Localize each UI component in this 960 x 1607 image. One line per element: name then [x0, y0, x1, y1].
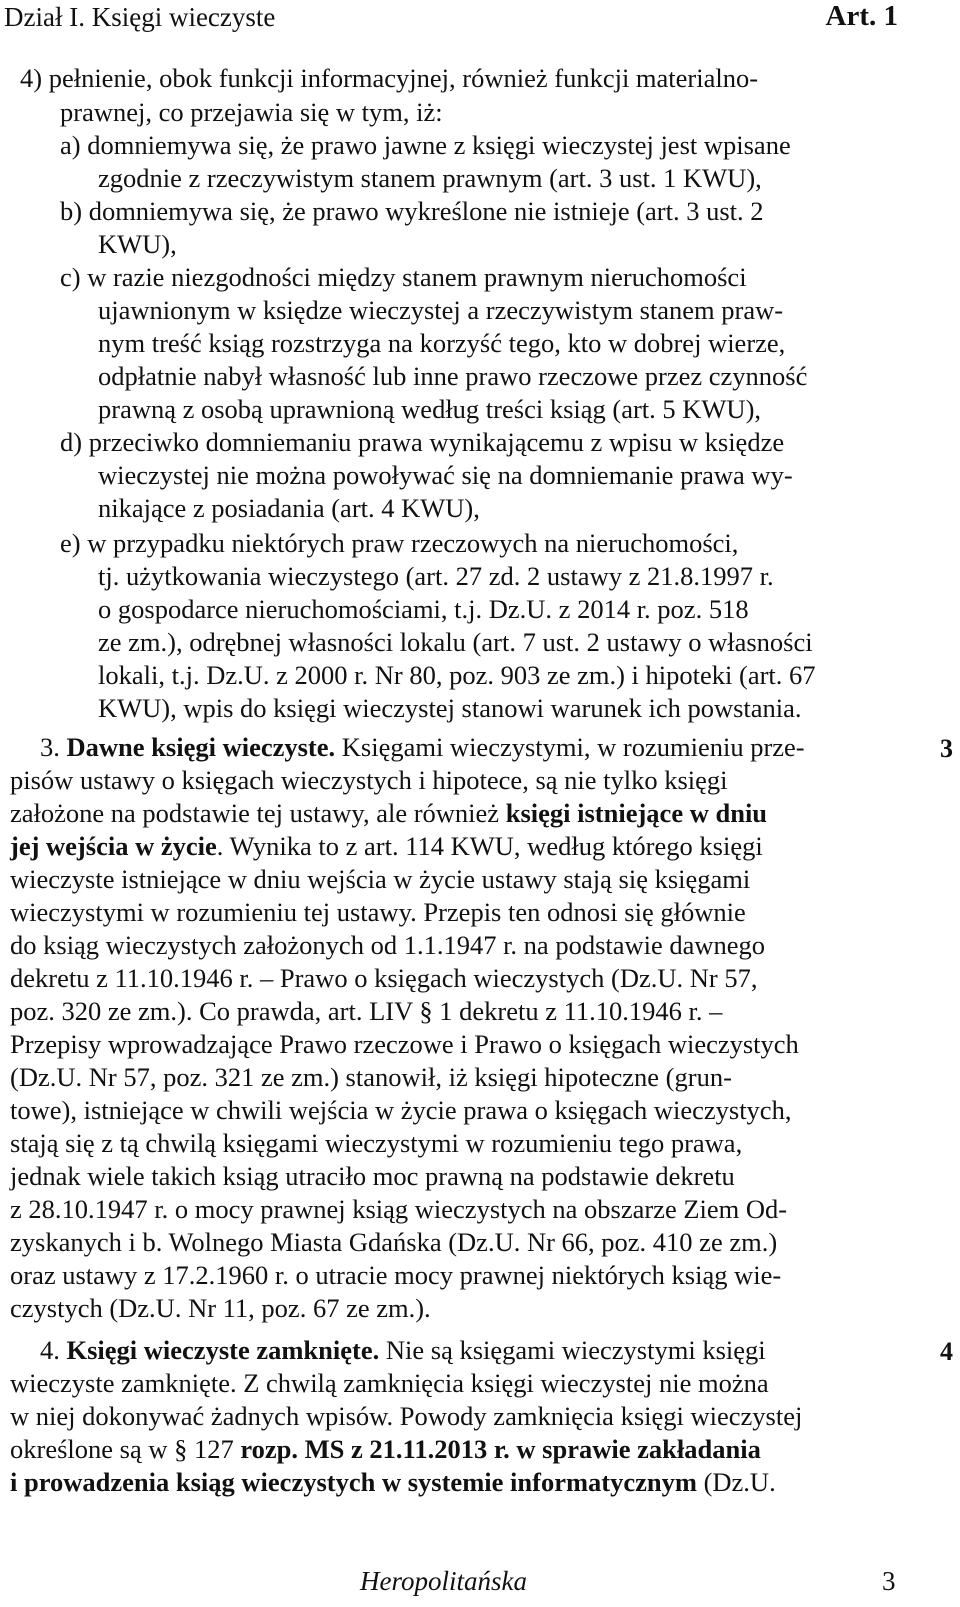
- para4-text: Nie są księgami wieczystymi księgi: [379, 1335, 766, 1365]
- para4-citation: rozp. MS z 21.11.2013 r.: [240, 1434, 510, 1464]
- para3-emphasis: jej wejścia w życie: [10, 831, 217, 861]
- para3-line: Przepisy wprowadzające Prawo rzeczowe i Prawo o księgach wieczystych: [10, 1029, 799, 1059]
- running-header-section: Dział I. Księgi wieczyste: [4, 2, 276, 32]
- item4-line: prawną z osobą uprawnioną według treści ksiąg (art. 5 KWU),: [98, 394, 762, 424]
- para3-text: . Wynika to z art. 114 KWU, według którego księgi: [216, 831, 763, 861]
- para3-line: do ksiąg wieczystych założonych od 1.1.1947 r. na podstawie dawnego: [10, 930, 766, 960]
- item4-line: e) w przypadku niektórych praw rzeczowych na nieruchomości,: [60, 528, 739, 558]
- footer-title: Heropolitańska: [360, 1566, 527, 1596]
- para3-line: z 28.10.1947 r. o mocy prawnej ksiąg wieczystych na obszarze Ziem Od-: [10, 1194, 788, 1224]
- item4-line: b) domniemywa się, że prawo wykreślone nie istnieje (art. 3 ust. 2: [60, 196, 764, 226]
- item4-line: lokali, t.j. Dz.U. z 2000 r. Nr 80, poz. 903 ze zm.) i hipoteki (art. 67: [98, 660, 816, 690]
- para4-first-line: [40, 1334, 766, 1367]
- page-number: 3: [882, 1566, 896, 1596]
- item4-line: o gospodarce nieruchomościami, t.j. Dz.U. z 2014 r. poz. 518: [98, 594, 749, 624]
- item4-line: a) domniemywa się, że prawo jawne z księgi wieczystej jest wpisane: [60, 130, 791, 160]
- running-header-article: Art. 1: [825, 0, 898, 32]
- para4-text: określone są w § 127: [10, 1434, 241, 1464]
- para3-line: jednak wiele takich ksiąg utraciło moc prawną na podstawie dekretu: [10, 1161, 735, 1191]
- item4-line: zgodnie z rzeczywistym stanem prawnym (art. 3 ust. 1 KWU),: [98, 163, 762, 193]
- para3-line: towe), istniejące w chwili wejścia w życie prawa o księgach wieczystych,: [10, 1095, 792, 1125]
- para3-emphasis: księgi istniejące w dniu: [505, 798, 768, 828]
- item4-line: KWU),: [98, 229, 177, 259]
- para3-line: wieczyste istniejące w dniu wejścia w życie ustawy stają się księgami: [10, 864, 751, 894]
- para4-citation: w sprawie zakładania: [516, 1434, 761, 1464]
- para4-line: [10, 1466, 776, 1499]
- item4-line: odpłatnie nabył własność lub inne prawo rzeczowe przez czynność: [98, 361, 808, 391]
- para3-number: 3.: [40, 732, 60, 762]
- para4-line: wieczyste zamknięte. Z chwilą zamknięcia księgi wieczystej nie można: [10, 1368, 769, 1398]
- para3-line: [10, 830, 763, 863]
- para3-line: [10, 797, 767, 830]
- para4-citation: i prowadzenia ksiąg wieczystych w systemie informatycznym: [10, 1467, 697, 1497]
- item4-line: tj. użytkowania wieczystego (art. 27 zd. 2 ustawy z 21.8.1997 r.: [98, 561, 774, 591]
- item4-line: d) przeciwko domniemaniu prawa wynikającemu z wpisu w księdze: [60, 427, 785, 457]
- item4-line: wieczystej nie można powoływać się na domniemanie prawa wy-: [98, 460, 793, 490]
- para3-line: (Dz.U. Nr 57, poz. 321 ze zm.) stanowił, iż księgi hipoteczne (grun-: [10, 1062, 732, 1092]
- item4-line: prawnej, co przejawia się w tym, iż:: [60, 97, 443, 127]
- para3-line: dekretu z 11.10.1946 r. – Prawo o księgach wieczystych (Dz.U. Nr 57,: [10, 963, 758, 993]
- para4-text: (Dz.U.: [696, 1467, 776, 1497]
- para3-line: stają się z tą chwilą księgami wieczystymi w rozumieniu tego prawa,: [10, 1128, 743, 1158]
- item4-line: c) w razie niezgodności między stanem prawnym nieruchomości: [60, 262, 747, 292]
- para3-line: oraz ustawy z 17.2.1960 r. o utracie mocy prawnej niektórych ksiąg wie-: [10, 1260, 782, 1290]
- para3-line: wieczystymi w rozumieniu tej ustawy. Przepis ten odnosi się głównie: [10, 897, 746, 927]
- para3-line: poz. 320 ze zm.). Co prawda, art. LIV § 1 dekretu z 11.10.1946 r. –: [10, 996, 723, 1026]
- para4-number: 4.: [40, 1335, 60, 1365]
- para3-heading: Dawne księgi wieczyste.: [66, 732, 336, 762]
- para4-line: [10, 1433, 761, 1466]
- para3-line: czystych (Dz.U. Nr 11, poz. 67 ze zm.).: [10, 1293, 431, 1323]
- para4-heading: Księgi wieczyste zamknięte.: [66, 1335, 380, 1365]
- item4-line: nym treść ksiąg rozstrzyga na korzyść tego, kto w dobrej wierze,: [98, 328, 786, 358]
- item4-line: KWU), wpis do księgi wieczystej stanowi warunek ich powstania.: [98, 693, 802, 723]
- margin-number: 3: [940, 734, 953, 763]
- item4-line: ujawnionym w księdze wieczystej a rzeczywistym stanem praw-: [98, 295, 784, 325]
- para3-line: pisów ustawy o księgach wieczystych i hipotece, są nie tylko księgi: [10, 765, 728, 795]
- para3-text: Księgami wieczystymi, w rozumieniu prze-: [335, 732, 805, 762]
- margin-number: 4: [940, 1337, 953, 1366]
- item4-line: 4) pełnienie, obok funkcji informacyjnej, również funkcji materialno-: [20, 63, 759, 93]
- para3-text: założone na podstawie tej ustawy, ale również: [10, 798, 506, 828]
- para4-line: w niej dokonywać żadnych wpisów. Powody zamknięcia księgi wieczystej: [10, 1401, 803, 1431]
- para3-first-line: [40, 731, 805, 764]
- item4-line: nikające z posiadania (art. 4 KWU),: [98, 493, 480, 523]
- item4-line: ze zm.), odrębnej własności lokalu (art. 7 ust. 2 ustawy o własności: [98, 627, 813, 657]
- para3-line: zyskanych i b. Wolnego Miasta Gdańska (Dz.U. Nr 66, poz. 410 ze zm.): [10, 1227, 778, 1257]
